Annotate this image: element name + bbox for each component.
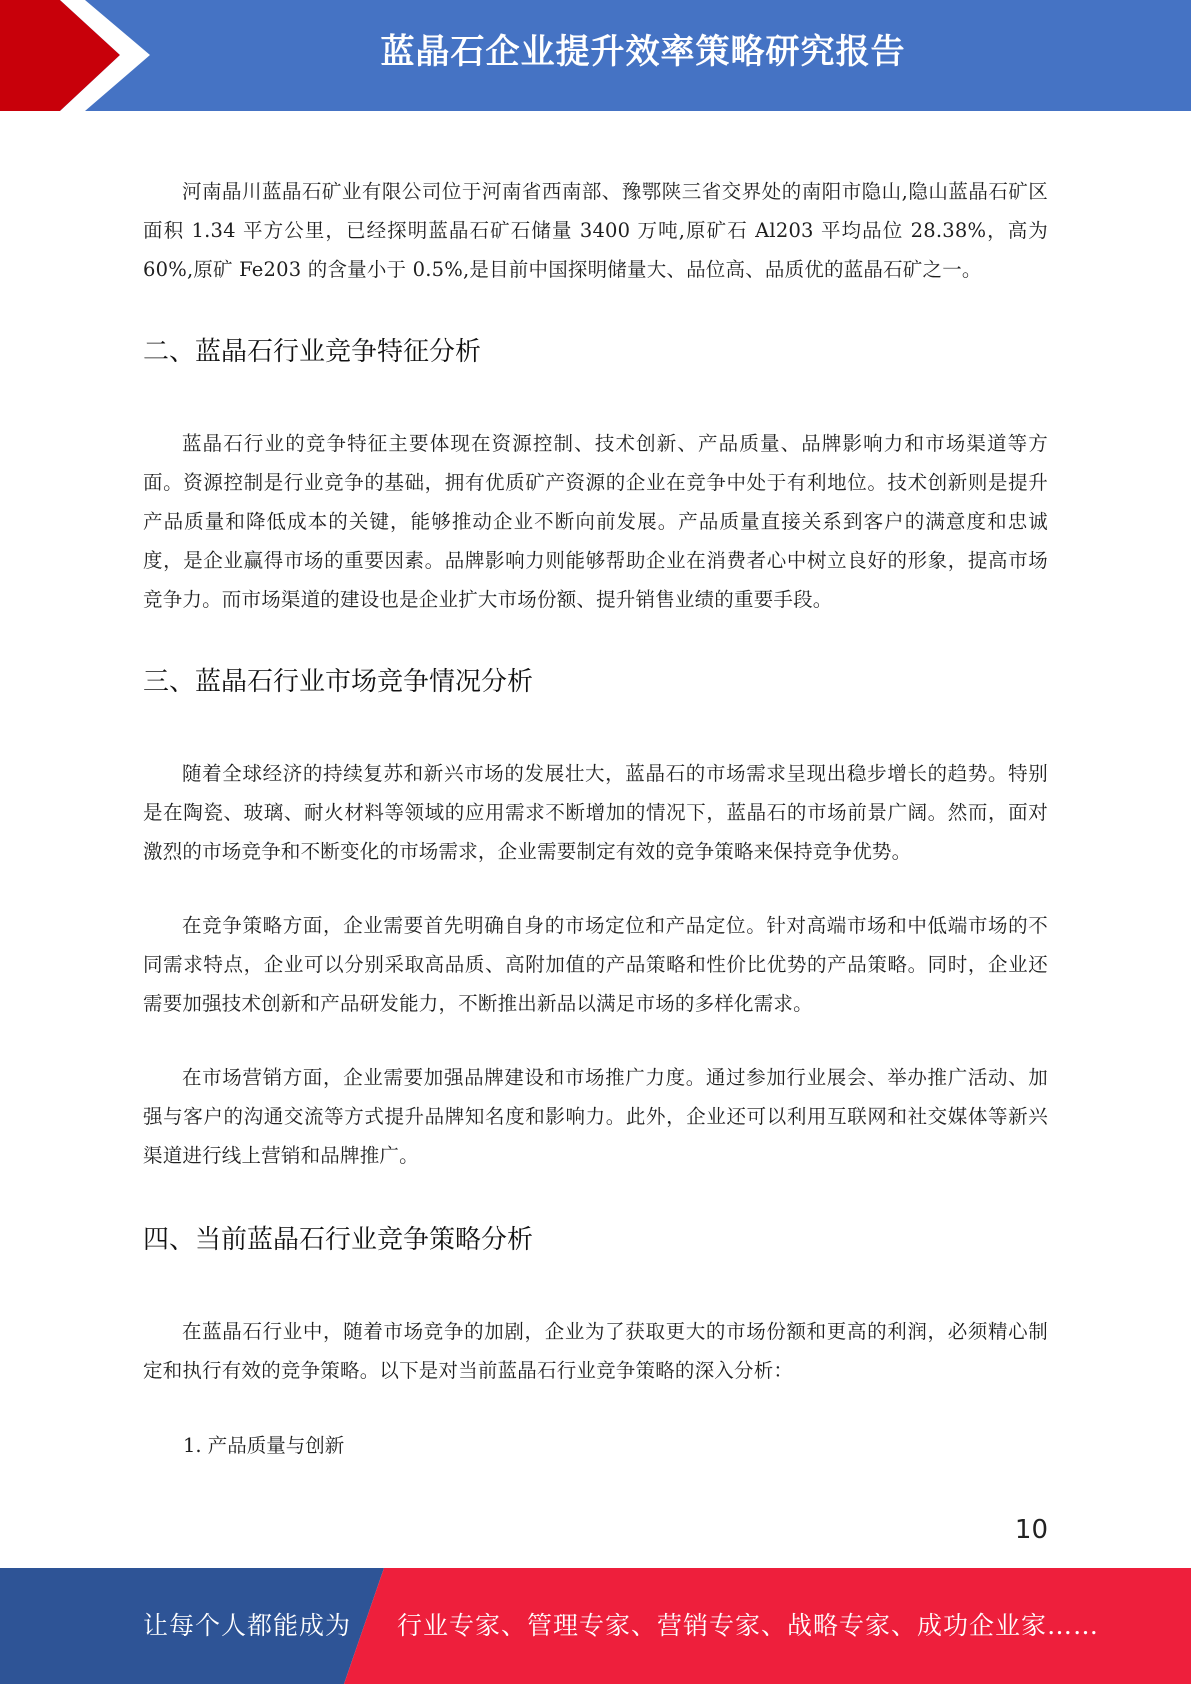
footer-banner <box>0 1568 1191 1684</box>
document-title: 蓝晶石企业提升效率策略研究报告 <box>380 32 906 72</box>
market-trend-paragraph: 随着全球经济的持续复苏和新兴市场的发展壮大，蓝晶石的市场需求呈现出稳步增长的趋势。特别是在陶瓷、玻璃、耐火材料等领域的应用需求不断增加的情况下，蓝晶石的市场前景广阔。然而，面对激烈的市场竞争和不断变化的市场需求，企业需要制定有效的竞争策略来保持竞争优势。 <box>143 762 1048 863</box>
section-heading-4: 四、当前蓝晶石行业竞争策略分析 <box>143 1225 534 1255</box>
intro-paragraph: 河南晶川蓝晶石矿业有限公司位于河南省西南部、豫鄂陕三省交界处的南阳市隐山,隐山蓝晶石矿区面积 1.34 平方公里，已经探明蓝晶石矿石储量 3400 万吨,原矿石 Al203 平均品位 28.38%，高为 60%,原矿 Fe203 的含量小于 0.5%,是目前中国探明储量大、品位高、品质优的蓝晶石矿之一。 <box>143 180 1048 281</box>
section-heading-3: 三、蓝晶石行业市场竞争情况分析 <box>143 667 534 697</box>
footer-slogan-right: 行业专家、管理专家、营销专家、战略专家、成功企业家…… <box>397 1611 1100 1640</box>
section-heading-2: 二、蓝晶石行业竞争特征分析 <box>143 337 482 367</box>
list-item: 1. 产品质量与创新 <box>183 1434 345 1457</box>
competition-strategy-paragraph: 在竞争策略方面，企业需要首先明确自身的市场定位和产品定位。针对高端市场和中低端市场的不同需求特点，企业可以分别采取高品质、高附加值的产品策略和性价比优势的产品策略。同时，企业还需要加强技术创新和产品研发能力，不断推出新品以满足市场的多样化需求。 <box>143 914 1048 1015</box>
strategy-intro-paragraph: 在蓝晶石行业中，随着市场竞争的加剧，企业为了获取更大的市场份额和更高的利润，必须精心制定和执行有效的竞争策略。以下是对当前蓝晶石行业竞争策略的深入分析： <box>143 1320 1048 1382</box>
page-number: 10 <box>1014 1515 1048 1545</box>
marketing-paragraph: 在市场营销方面，企业需要加强品牌建设和市场推广力度。通过参加行业展会、举办推广活动、加强与客户的沟通交流等方式提升品牌知名度和影响力。此外，企业还可以利用互联网和社交媒体等新兴渠道进行线上营销和品牌推广。 <box>143 1066 1048 1167</box>
competition-features-paragraph: 蓝晶石行业的竞争特征主要体现在资源控制、技术创新、产品质量、品牌影响力和市场渠道等方面。资源控制是行业竞争的基础，拥有优质矿产资源的企业在竞争中处于有利地位。技术创新则是提升产品质量和降低成本的关键，能够推动企业不断向前发展。产品质量直接关系到客户的满意度和忠诚度，是企业赢得市场的重要因素。品牌影响力则能够帮助企业在消费者心中树立良好的形象，提高市场竞争力。而市场渠道的建设也是企业扩大市场份额、提升销售业绩的重要手段。 <box>143 432 1048 611</box>
header-banner <box>0 0 1191 111</box>
footer-slogan-left: 让每个人都能成为 <box>143 1611 352 1640</box>
